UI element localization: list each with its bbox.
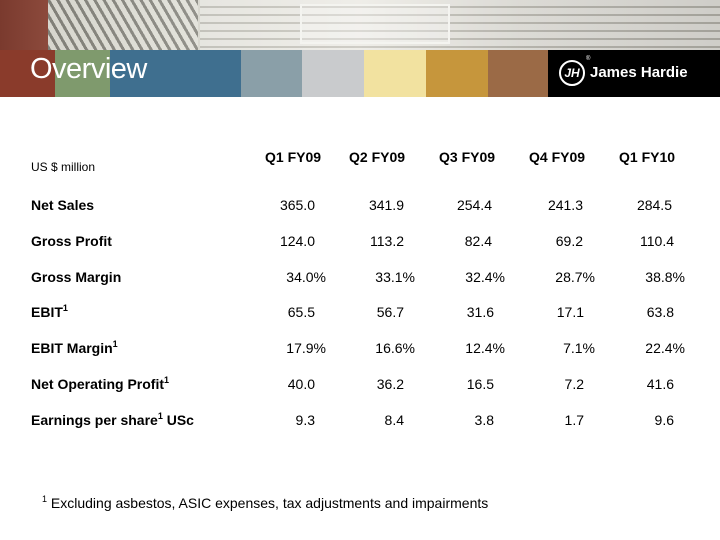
table-cell: 82.4 bbox=[464, 233, 492, 249]
color-band-8 bbox=[488, 50, 548, 97]
table-cell: 56.7 bbox=[376, 304, 404, 320]
table-cell: 7.1% bbox=[563, 340, 595, 356]
column-header-4: Q4 FY09 bbox=[529, 149, 586, 165]
row-label-earnings-per-share: Earnings per share$^1$ USc bbox=[31, 411, 194, 428]
table-cell: 341.9 bbox=[368, 197, 404, 213]
table-cell: 16.6% bbox=[375, 340, 415, 356]
table-cell: 17.1 bbox=[556, 304, 584, 320]
table-cell: 38.8% bbox=[645, 269, 685, 285]
table-cell: 8.4 bbox=[384, 412, 404, 428]
footnote-marker: 1 bbox=[42, 494, 48, 504]
table-cell: 28.7% bbox=[555, 269, 595, 285]
column-header-3: Q3 FY09 bbox=[439, 149, 496, 165]
page-title: Overview bbox=[30, 53, 147, 85]
photo-tree bbox=[48, 0, 198, 50]
table-cell: 241.3 bbox=[547, 197, 583, 213]
table-cell: 22.4% bbox=[645, 340, 685, 356]
table-cell: 34.0% bbox=[286, 269, 326, 285]
table-cell: 254.4 bbox=[456, 197, 492, 213]
row-label-gross-profit: Gross Profit bbox=[31, 233, 112, 249]
column-header-1: Q1 FY09 bbox=[265, 149, 322, 165]
table-cell: 31.6 bbox=[466, 304, 494, 320]
table-cell: 65.5 bbox=[287, 304, 315, 320]
table-cell: 365.0 bbox=[279, 197, 315, 213]
color-band-4 bbox=[241, 50, 302, 97]
table-cell: 284.5 bbox=[636, 197, 672, 213]
james-hardie-logo bbox=[548, 50, 720, 97]
table-cell: 41.6 bbox=[646, 376, 674, 392]
header-photo bbox=[0, 0, 720, 50]
table-cell: 124.0 bbox=[279, 233, 315, 249]
logo-monogram-icon: JH bbox=[559, 60, 585, 86]
row-label-ebit-margin: EBIT Margin$^1$ bbox=[31, 339, 118, 356]
table-cell: 16.5 bbox=[466, 376, 494, 392]
table-cell: 3.8 bbox=[474, 412, 494, 428]
table-cell: 32.4% bbox=[465, 269, 505, 285]
table-cell: 9.3 bbox=[295, 412, 315, 428]
table-cell: 17.9% bbox=[286, 340, 326, 356]
table-cell: 33.1% bbox=[375, 269, 415, 285]
logo-text: James Hardie bbox=[590, 64, 688, 81]
table-cell: 110.4 bbox=[640, 233, 674, 249]
unit-label: US $ million bbox=[31, 160, 96, 174]
color-band-7 bbox=[426, 50, 488, 97]
logo-registered-mark: ® bbox=[586, 56, 591, 62]
color-band-6 bbox=[364, 50, 426, 97]
table-cell: 63.8 bbox=[646, 304, 674, 320]
footnote-text: Excluding asbestos, ASIC expenses, tax adjustments and impairments bbox=[47, 495, 489, 511]
photo-siding bbox=[200, 0, 720, 50]
table-cell: 9.6 bbox=[654, 412, 674, 428]
table-cell: 1.7 bbox=[564, 412, 584, 428]
table-cell: 12.4% bbox=[465, 340, 505, 356]
table-cell: 7.2 bbox=[564, 376, 584, 392]
header-banner bbox=[0, 0, 720, 97]
row-label-net-sales: Net Sales bbox=[31, 197, 95, 213]
table-cell: 36.2 bbox=[376, 376, 404, 392]
footnote bbox=[42, 495, 488, 511]
row-label-gross-margin: Gross Margin bbox=[31, 269, 122, 285]
row-label-ebit: EBIT$^1$ bbox=[31, 303, 68, 320]
photo-window bbox=[300, 4, 450, 44]
table-cell: 113.2 bbox=[370, 233, 404, 249]
column-header-5: Q1 FY10 bbox=[619, 149, 676, 165]
column-header-2: Q2 FY09 bbox=[349, 149, 406, 165]
table-cell: 69.2 bbox=[555, 233, 583, 249]
row-label-net-operating-profit: Net Operating Profit$^1$ bbox=[31, 375, 170, 392]
table-cell: 40.0 bbox=[287, 376, 315, 392]
color-band-5 bbox=[302, 50, 364, 97]
